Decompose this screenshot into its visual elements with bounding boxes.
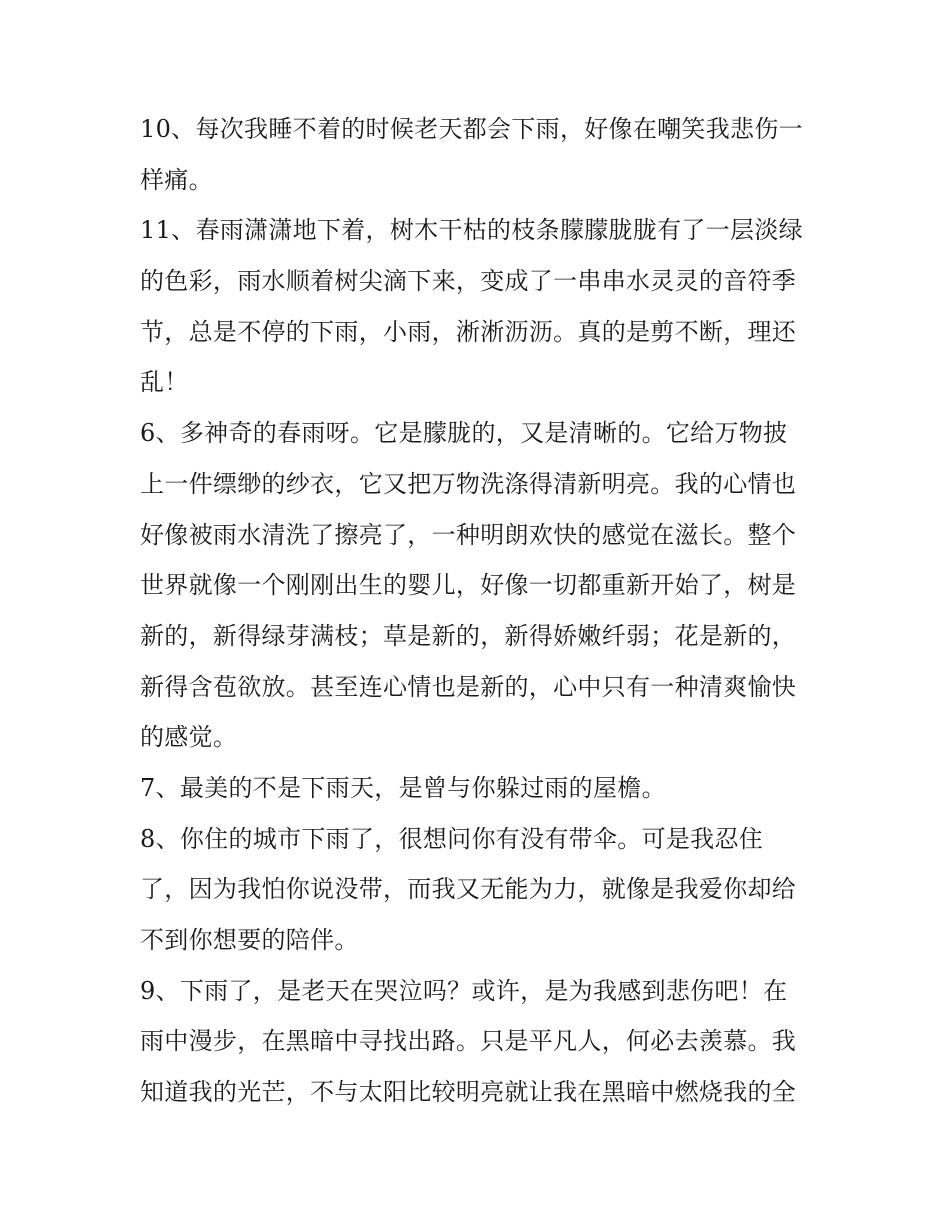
text-line: 7、最美的不是下雨天，是曾与你躲过雨的屋檐。	[140, 773, 666, 802]
text-line: 乱！	[140, 368, 189, 397]
text-line: 上一件缥缈的纱衣，它又把万物洗涤得清新明亮。我的心情也	[140, 469, 797, 498]
text-line: 样痛。	[140, 165, 213, 194]
text-line: 9、下雨了，是老天在哭泣吗？或许，是为我感到悲伤吧！在	[140, 976, 788, 1005]
text-line: 新得含苞欲放。甚至连心情也是新的，心中只有一种清爽愉快	[140, 672, 797, 701]
text-line: 节，总是不停的下雨，小雨，淅淅沥沥。真的是剪不断，理还	[140, 317, 797, 346]
text-line: 好像被雨水清洗了擦亮了，一种明朗欢快的感觉在滋长。整个	[140, 520, 797, 549]
text-line: 10、每次我睡不着的时候老天都会下雨，好像在嘲笑我悲伤一	[140, 115, 803, 143]
document-body	[140, 104, 820, 1118]
text-line: 雨中漫步，在黑暗中寻找出路。只是平凡人，何必去羡慕。我	[140, 1027, 797, 1056]
text-line: 的色彩，雨水顺着树尖滴下来，变成了一串串水灵灵的音符季	[140, 267, 797, 296]
text-line: 11、春雨潇潇地下着，树木干枯的枝条朦朦胧胧有了一层淡绿	[140, 216, 803, 245]
text-line: 了，因为我怕你说没带，而我又无能为力，就像是我爱你却给	[140, 875, 797, 904]
text-line: 的感觉。	[140, 723, 238, 752]
text-line: 不到你想要的陪伴。	[140, 926, 359, 954]
text-line: 6、多神奇的春雨呀。它是朦胧的，又是清晰的。它给万物披	[140, 419, 788, 448]
text-line: 新的，新得绿芽满枝；草是新的，新得娇嫩纤弱；花是新的，	[140, 621, 797, 650]
text-line: 知道我的光芒，不与太阳比较明亮就让我在黑暗中燃烧我的全	[140, 1078, 797, 1107]
text-line: 世界就像一个刚刚出生的婴儿，好像一切都重新开始了，树是	[140, 571, 797, 600]
text-line: 8、你住的城市下雨了，很想问你有没有带伞。可是我忍住	[140, 824, 764, 853]
